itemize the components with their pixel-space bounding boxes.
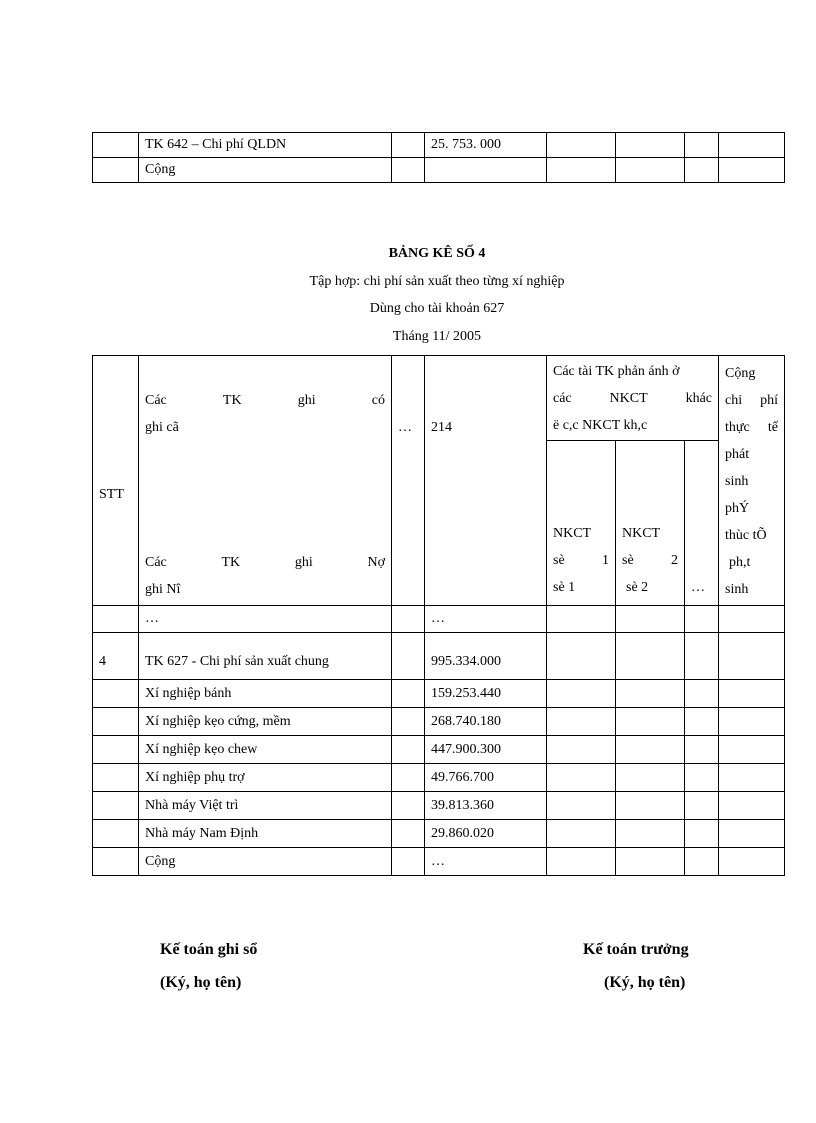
table-row xyxy=(93,680,785,708)
total-header: Cộng chi phí thực tế phát sinh phÝ thùc tÕ ph,t sinh xyxy=(719,356,785,606)
row-label: TK 627 - Chi phí sản xuất chung xyxy=(139,633,392,680)
table-row xyxy=(93,820,785,848)
subtitle-line-1: Tập hợp: chi phí sản xuất theo từng xí nghiệp xyxy=(309,274,565,289)
ellipsis-header: … xyxy=(392,356,425,606)
header-row xyxy=(93,356,785,441)
other-ellipsis-header: … xyxy=(685,441,719,606)
row-stt: 4 xyxy=(93,633,139,680)
table-row xyxy=(93,708,785,736)
table-row xyxy=(93,792,785,820)
row-label: Nhà máy Việt trì xyxy=(139,792,392,820)
signature-left-title: Kế toán ghi sổ xyxy=(160,941,258,958)
signature-right-sub: (Ký, họ tên) xyxy=(604,974,686,991)
row-label: Xí nghiệp kẹo chew xyxy=(139,736,392,764)
nkct-1-header: NKCT sè 1 sè 1 xyxy=(547,441,616,606)
debit-tail: ghi Nî xyxy=(145,582,181,597)
row-label: Xí nghiệp kẹo cứng, mềm xyxy=(139,708,392,736)
main-table xyxy=(92,355,785,876)
row-value: 29.860.020 xyxy=(425,820,547,848)
row-value: … xyxy=(425,606,547,633)
row-value: 39.813.360 xyxy=(425,792,547,820)
row-value: 49.766.700 xyxy=(425,764,547,792)
signature-right-title: Kế toán trưởng xyxy=(583,941,689,958)
table-row xyxy=(93,736,785,764)
row-label: TK 642 – Chi phí QLDN xyxy=(139,133,392,158)
row-label: Cộng xyxy=(139,848,392,876)
row-value: 159.253.440 xyxy=(425,680,547,708)
row-label: Xí nghiệp bánh xyxy=(139,680,392,708)
row-value: … xyxy=(425,848,547,876)
other-nkct-header: Các tài TK phản ánh ở các NKCT khác ë c,c NKCT kh,c xyxy=(547,356,719,441)
row-label: Xí nghiệp phụ trợ xyxy=(139,764,392,792)
row-value: 268.740.180 xyxy=(425,708,547,736)
credit-label: Các TK ghi có xyxy=(145,393,385,408)
table-row xyxy=(93,158,785,183)
row-value: 447.900.300 xyxy=(425,736,547,764)
row-value: 995.334.000 xyxy=(425,633,547,680)
table-row xyxy=(93,764,785,792)
table-row xyxy=(93,633,785,680)
debit-label: Các TK ghi Nợ xyxy=(145,555,385,570)
row-label: … xyxy=(139,606,392,633)
stt-header: STT xyxy=(93,356,139,606)
document-title: BẢNG KÊ SỐ 4 xyxy=(388,246,486,261)
table-row xyxy=(93,133,785,158)
nkct-2-header: NKCT sè 2 sè 2 xyxy=(616,441,685,606)
table-row xyxy=(93,606,785,633)
signature-left-sub: (Ký, họ tên) xyxy=(160,974,242,991)
row-value: 25. 753. 000 xyxy=(425,133,547,158)
subtitle-line-3: Tháng 11/ 2005 xyxy=(392,329,482,344)
row-value xyxy=(425,158,547,183)
credit-tail: ghi cã xyxy=(145,420,179,435)
row-label: Nhà máy Nam Định xyxy=(139,820,392,848)
row-label: Cộng xyxy=(139,158,392,183)
subtitle-line-2: Dùng cho tài khoản 627 xyxy=(369,301,505,316)
top-table xyxy=(92,132,785,183)
table-row xyxy=(93,848,785,876)
col-214-header: 214 xyxy=(425,356,547,606)
account-header-cell xyxy=(139,356,392,606)
